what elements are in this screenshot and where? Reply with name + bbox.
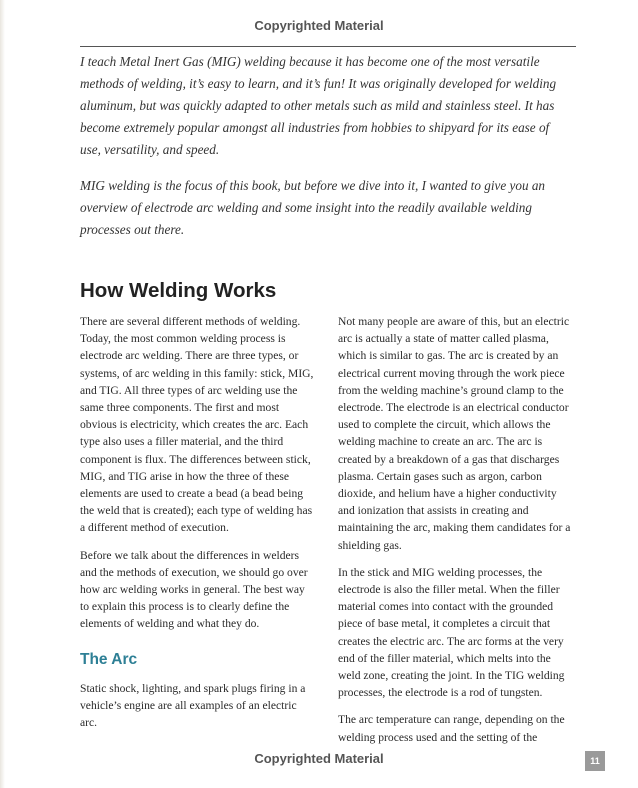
intro-block — [80, 51, 572, 255]
page-edge-shadow — [0, 0, 5, 788]
page-number: 11 — [585, 751, 605, 771]
left-column — [80, 313, 316, 741]
header-rule — [80, 46, 576, 47]
intro-paragraph-1: I teach Metal Inert Gas (MIG) welding because it has become one of the most versatile methods of welding, it’s easy to learn, and it’s fun! It was originally developed for welding aluminum, but was quickly adapted to other metals such as mild and stainless steel. It has become extremely popular amongst all industries from hobbies to shipyard for its ease of use, versatility, and speed. — [80, 54, 557, 157]
intro-paragraph-2: MIG welding is the focus of this book, but before we dive into it, I wanted to give you an overview of electrode arc welding and some insight into the readily available welding processes out there. — [80, 178, 546, 237]
body-paragraph: Not many people are aware of this, but an electric arc is actually a state of matter called plasma, which is similar to gas. The arc is created by an electrical current moving through the work piece from the welding machine’s ground clamp to the electrode. The electrode is an electrical conductor used to complete the circuit, which allows the welding machine to create an arc. The arc is created by a breakdown of a gas that discharges plasma. Certain gases such as argon, carbon dioxide, and helium have a higher conductivity and ionization that assists in creating and maintaining the arc, making them candidates for a shielding gas. — [338, 315, 571, 552]
section-heading: How Welding Works — [80, 279, 277, 302]
body-paragraph: Static shock, lighting, and spark plugs firing in a vehicle’s engine are all examples of an electric arc. — [80, 681, 306, 730]
copyright-footer: Copyrighted Material — [254, 751, 384, 766]
body-paragraph: Before we talk about the differences in welders and the methods of execution, we should go over how arc welding works in general. The best way to explain this process is to clearly define the elements of welding and what they do. — [80, 548, 308, 631]
subsection-heading: The Arc — [80, 650, 138, 668]
body-paragraph: There are several different methods of welding. Today, the most common welding process is electrode arc welding. There are three types, or systems, of arc welding in this family: stick, MIG, and TIG. All three types of arc welding use the same three components. The first and most obvious is electricity, which creates the arc. Each type also uses a filler material, and the third component is flux. The differences between stick, MIG, and TIG arise in how the three of these elements are used to create a bead (a bead being the weld that is created); each type of welding has a different method of execution. — [80, 315, 314, 535]
copyright-header: Copyrighted Material — [254, 18, 384, 33]
body-paragraph: The arc temperature can range, depending on the welding process used and the setting of the — [338, 713, 565, 744]
body-paragraph: In the stick and MIG welding processes, the electrode is also the filler metal. When the filler material comes into contact with the grounded piece of base metal, it completes a circuit that creates the electric arc. The arc forms at the very end of the filler material, which melts into the weld zone, creating the joint. In the TIG welding processes, the electrode is a rod of tungsten. — [338, 565, 565, 700]
right-column — [338, 313, 574, 756]
